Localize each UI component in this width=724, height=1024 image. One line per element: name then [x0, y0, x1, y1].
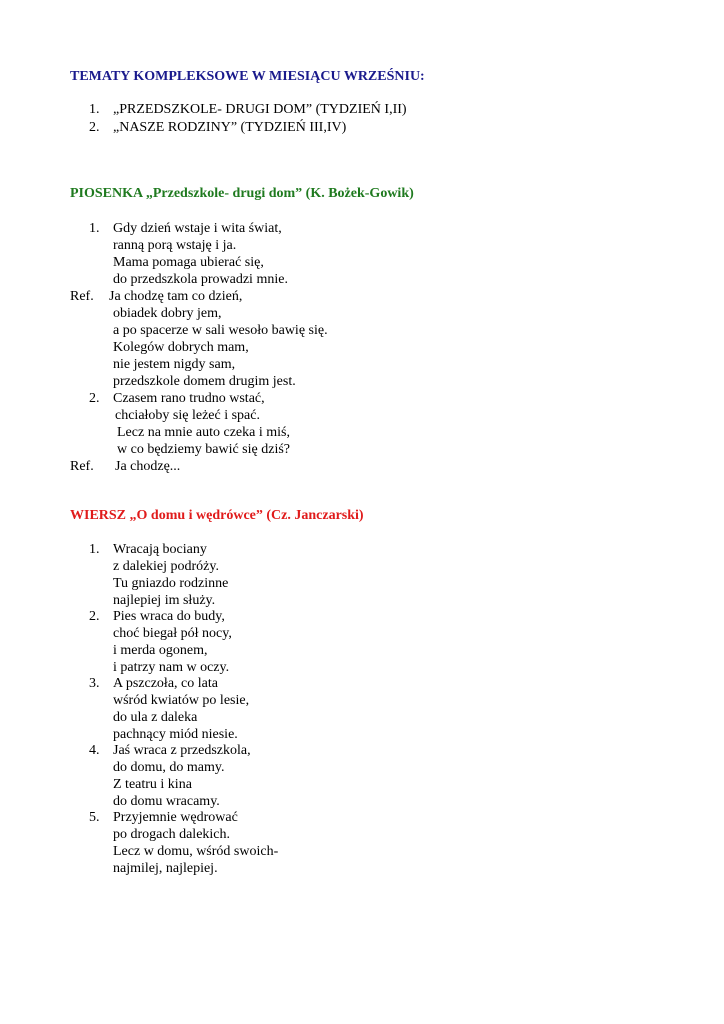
poem-line: Tu gniazdo rodzinne	[113, 576, 229, 591]
song-line: Lecz na mnie auto czeka i miś,	[117, 425, 290, 440]
poem-line: najlepiej im służy.	[113, 593, 216, 608]
song-line: Ja chodzę...	[115, 459, 181, 474]
poem-line: Wracają bociany	[113, 542, 207, 557]
poem-line: Przyjemnie wędrować	[113, 810, 238, 825]
stanza-number: 3.	[89, 676, 100, 691]
song-line: ranną porą wstaję i ja.	[113, 238, 237, 253]
topic-item: „NASZE RODZINY” (TYDZIEŃ III,IV)	[113, 120, 347, 135]
poem-line: wśród kwiatów po lesie,	[113, 693, 250, 708]
stanza-number: 4.	[89, 743, 100, 758]
refrain-label: Ref.	[70, 459, 94, 474]
poem-line: do domu, do mamy.	[113, 760, 225, 775]
poem-line: Lecz w domu, wśród swoich-	[113, 844, 279, 859]
song-line: w co będziemy bawić się dziś?	[117, 442, 290, 457]
song-line: a po spacerze w sali wesoło bawię się.	[113, 323, 328, 338]
song-line: Mama pomaga ubierać się,	[113, 255, 264, 270]
poem-line: pachnący miód niesie.	[113, 727, 238, 742]
song-line: nie jestem nigdy sam,	[113, 357, 236, 372]
poem-line: z dalekiej podróży.	[113, 559, 219, 574]
topic-number: 2.	[89, 120, 100, 135]
poem-line: do ula z daleka	[113, 710, 198, 725]
song-heading: PIOSENKA „Przedszkole- drugi dom” (K. Bożek-Gowik)	[70, 186, 414, 201]
poem-line: do domu wracamy.	[113, 794, 220, 809]
refrain-label: Ref.	[70, 289, 94, 304]
song-line: chciałoby się leżeć i spać.	[115, 408, 260, 423]
poem-line: i merda ogonem,	[113, 643, 208, 658]
verse-number: 1.	[89, 221, 100, 236]
stanza-number: 5.	[89, 810, 100, 825]
poem-line: Pies wraca do budy,	[113, 609, 225, 624]
topic-number: 1.	[89, 102, 100, 117]
song-line: przedszkole domem drugim jest.	[113, 374, 296, 389]
poem-line: Jaś wraca z przedszkola,	[113, 743, 251, 758]
topic-item: „PRZEDSZKOLE- DRUGI DOM” (TYDZIEŃ I,II)	[113, 102, 407, 117]
song-line: do przedszkola prowadzi mnie.	[113, 272, 288, 287]
song-line: Czasem rano trudno wstać,	[113, 391, 265, 406]
song-line: obiadek dobry jem,	[113, 306, 222, 321]
song-line: Kolegów dobrych mam,	[113, 340, 249, 355]
poem-line: choć biegał pół nocy,	[113, 626, 232, 641]
poem-line: A pszczoła, co lata	[113, 676, 218, 691]
song-line: Ja chodzę tam co dzień,	[109, 289, 243, 304]
poem-line: najmilej, najlepiej.	[113, 861, 218, 876]
poem-line: po drogach dalekich.	[113, 827, 231, 842]
verse-number: 2.	[89, 391, 100, 406]
song-line: Gdy dzień wstaje i wita świat,	[113, 221, 282, 236]
poem-line: i patrzy nam w oczy.	[113, 660, 230, 675]
stanza-number: 1.	[89, 542, 100, 557]
topics-heading: TEMATY KOMPLEKSOWE W MIESIĄCU WRZEŚNIU:	[70, 69, 425, 84]
poem-heading: WIERSZ „O domu i wędrówce” (Cz. Janczarski)	[70, 508, 364, 523]
poem-line: Z teatru i kina	[113, 777, 192, 792]
stanza-number: 2.	[89, 609, 100, 624]
